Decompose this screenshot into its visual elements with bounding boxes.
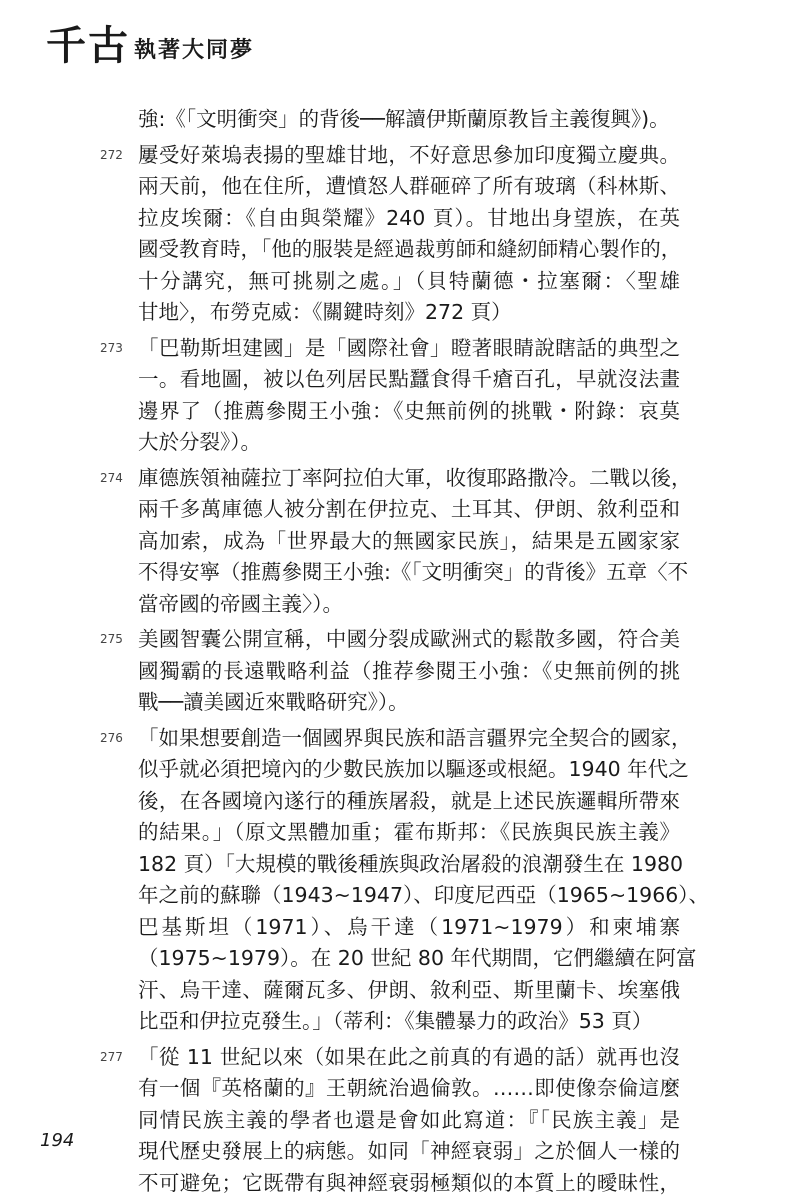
note-line: 不得安寧（推薦參閱王小強:《「文明衝突」的背後》五章〈不 <box>138 560 689 584</box>
note-line: 似乎就必須把境內的少數民族加以驅逐或根絕。1940 年代之 <box>138 757 689 781</box>
note-line: 甘地〉，布勞克威：《關鍵時刻》272 頁） <box>138 300 512 324</box>
note-line: 182 頁）「大規模的戰後種族與政治屠殺的浪潮發生在 1980 <box>138 851 684 876</box>
note-line: 一。看地圖，被以色列居民點蠶食得千瘡百孔，早就沒法畫 <box>138 367 680 391</box>
book-title-sub: 執著大同夢 <box>134 37 255 63</box>
note-line: 國受教育時，「他的服裝是經過裁剪師和縫紉師精心製作的， <box>138 237 682 261</box>
note-line: 同情民族主義的學者也還是會如此寫道：『「民族主義」是 <box>138 1107 680 1132</box>
note-line: 兩天前，他在住所，遭憤怒人群砸碎了所有玻璃（科林斯、 <box>138 174 680 198</box>
page-number: 194 <box>40 1130 75 1151</box>
note-273 <box>100 333 680 459</box>
note-275 <box>100 624 680 719</box>
note-line: 邊界了（推薦參閱王小強：《史無前例的挑戰・附錄：哀莫 <box>138 398 680 423</box>
note-line: 兩千多萬庫德人被分割在伊拉克、土耳其、伊朗、敘利亞和 <box>138 497 680 521</box>
note-line: 大於分裂》）。 <box>138 430 261 454</box>
book-title-main: 千古 <box>46 22 130 69</box>
note-line: 「巴勒斯坦建國」是「國際社會」瞪著眼睛說瞎話的典型之 <box>138 335 680 360</box>
note-line: （1975~1979）。在 20 世紀 80 年代期間，它們繼續在阿富 <box>138 946 697 970</box>
note-number: 273 <box>100 340 123 355</box>
note-continuation <box>100 104 680 136</box>
note-line: 拉皮埃爾：《自由與榮耀》240 頁）。甘地出身望族，在英 <box>138 205 680 230</box>
note-number: 274 <box>100 470 123 485</box>
note-line: 高加索，成為「世界最大的無國家民族」，結果是五國家家 <box>138 528 680 553</box>
note-line: 屢受好萊塢表揚的聖雄甘地，不好意思參加印度獨立慶典。 <box>138 142 680 167</box>
note-line: 戰──讀美國近來戰略研究》）。 <box>138 690 409 714</box>
note-number: 275 <box>100 632 123 646</box>
note-274 <box>100 463 692 621</box>
note-number: 277 <box>100 1049 123 1064</box>
note-line: 十分講究，無可挑剔之處。」（貝特蘭德・拉塞爾：〈聖雄 <box>138 268 680 293</box>
note-277 <box>100 1042 680 1200</box>
note-line: 巴基斯坦（1971）、烏干達（1971~1979）和柬埔寨 <box>138 914 680 939</box>
note-line: 「從 11 世紀以來（如果在此之前真的有過的話）就再也沒 <box>138 1044 680 1069</box>
note-line: 比亞和伊拉克發生。」（蒂利：《集體暴力的政治》53 頁） <box>138 1009 653 1033</box>
note-line: 有一個『英格蘭的』王朝統治過倫敦。……即使像奈倫這麼 <box>138 1076 680 1100</box>
note-line: 當帝國的帝國主義〉）。 <box>138 591 343 616</box>
note-line: 「如果想要創造一個國界與民族和語言疆界完全契合的國家， <box>138 725 692 750</box>
note-line: 國獨霸的長遠戰略利益（推荐參閱王小強：《史無前例的挑 <box>138 658 680 683</box>
note-line: 庫德族領袖薩拉丁率阿拉伯大軍，收復耶路撒冷。二戰以後， <box>138 465 692 490</box>
note-line: 強:《「文明衝突」的背後──解讀伊斯蘭原教旨主義復興》)。 <box>138 107 670 131</box>
note-number: 272 <box>100 147 123 162</box>
note-number: 276 <box>100 730 123 745</box>
note-line: 的結果。」（原文黑體加重；霍布斯邦：《民族與民族主義》 <box>138 820 680 844</box>
running-header <box>46 22 255 69</box>
note-line: 汗、烏干達、薩爾瓦多、伊朗、敘利亞、斯里蘭卡、埃塞俄 <box>138 977 680 1002</box>
note-line: 不可避免；它既帶有與神經衰弱極類似的本質上的曖昧性， <box>138 1170 680 1195</box>
note-276 <box>100 723 710 1038</box>
note-line: 美國智囊公開宣稱，中國分裂成歐洲式的鬆散多國，符合美 <box>138 627 680 651</box>
note-line: 現代歷史發展上的病態。如同「神經衰弱」之於個人一樣的 <box>138 1139 680 1163</box>
note-272 <box>100 140 680 329</box>
note-line: 年之前的蘇聯（1943~1947）、印度尼西亞（1965~1966）、 <box>138 883 710 907</box>
note-line: 後，在各國境內遂行的種族屠殺，就是上述民族邏輯所帶來 <box>138 788 680 813</box>
endnotes <box>100 104 710 1203</box>
